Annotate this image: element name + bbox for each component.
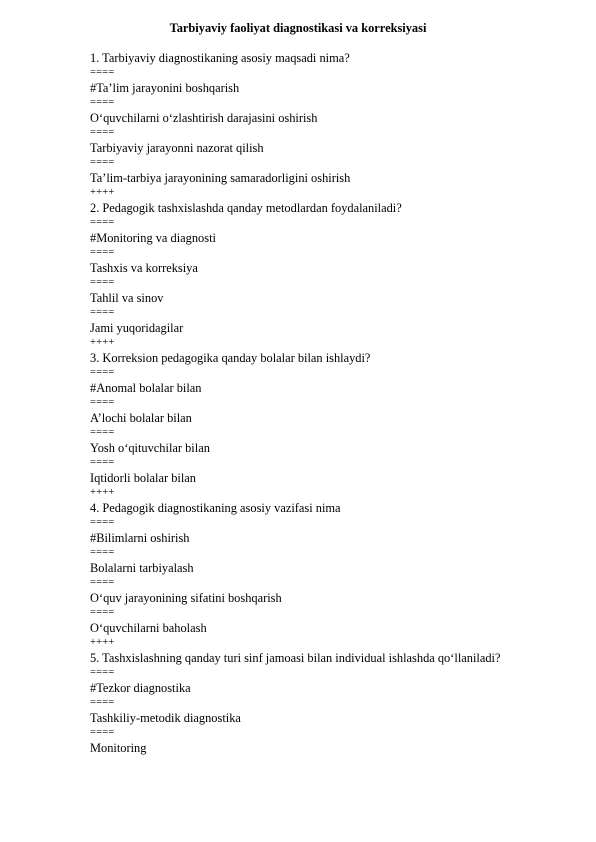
question-separator: ++++ [90,487,115,498]
option-separator: ==== [90,277,115,288]
answer-option: Iqtidorli bolalar bilan [90,471,196,485]
question-separator: ++++ [90,637,115,648]
answer-option: Ta’lim-tarbiya jarayonining samaradorligini oshirish [90,171,351,185]
answer-option: O‘quvchilarni o‘zlashtirish darajasini oshirish [90,111,318,125]
answer-option: #Tezkor diagnostika [90,681,191,695]
answer-option: #Bilimlarni oshirish [90,531,190,545]
option-separator: ==== [90,667,115,678]
question-text: 4. Pedagogik diagnostikaning asosiy vazifasi nima [90,501,341,515]
option-separator: ==== [90,247,115,258]
question-separator: ++++ [90,337,115,348]
option-separator: ==== [90,217,115,228]
question-text: 2. Pedagogik tashxislashda qanday metodlardan foydalaniladi? [90,201,402,215]
answer-option: Yosh o‘qituvchilar bilan [90,441,210,455]
answer-option: Tahlil va sinov [90,291,164,305]
option-separator: ==== [90,697,115,708]
question-text: 5. Tashxislashning qanday turi sinf jamoasi bilan individual ishlashda qo‘llaniladi? [90,651,501,665]
option-separator: ==== [90,607,115,618]
question-text: 3. Korreksion pedagogika qanday bolalar bilan ishlaydi? [90,351,371,365]
answer-option: #Monitoring va diagnosti [90,231,216,245]
option-separator: ==== [90,457,115,468]
option-separator: ==== [90,727,115,738]
option-separator: ==== [90,547,115,558]
answer-option: O‘quv jarayonining sifatini boshqarish [90,591,282,605]
option-separator: ==== [90,427,115,438]
answer-option: A’lochi bolalar bilan [90,411,192,425]
option-separator: ==== [90,577,115,588]
option-separator: ==== [90,367,115,378]
option-separator: ==== [90,157,115,168]
answer-option: #Ta’lim jarayonini boshqarish [90,81,240,95]
option-separator: ==== [90,127,115,138]
answer-option: Bolalarni tarbiyalash [90,561,194,575]
answer-option: Tarbiyaviy jarayonni nazorat qilish [90,141,264,155]
answer-option: Tashkiliy-metodik diagnostika [90,711,241,725]
option-separator: ==== [90,397,115,408]
answer-option: Jami yuqoridagilar [90,321,184,335]
option-separator: ==== [90,97,115,108]
answer-option: Tashxis va korreksiya [90,261,198,275]
option-separator: ==== [90,517,115,528]
answer-option: #Anomal bolalar bilan [90,381,202,395]
option-separator: ==== [90,307,115,318]
question-list [90,51,505,756]
answer-option: Monitoring [90,741,147,755]
document-title: Tarbiyaviy faoliyat diagnostikasi va korreksiyasi [169,21,427,35]
question-text: 1. Tarbiyaviy diagnostikaning asosiy maqsadi nima? [90,51,350,65]
answer-option: O‘quvchilarni baholash [90,621,207,635]
option-separator: ==== [90,67,115,78]
question-separator: ++++ [90,187,115,198]
